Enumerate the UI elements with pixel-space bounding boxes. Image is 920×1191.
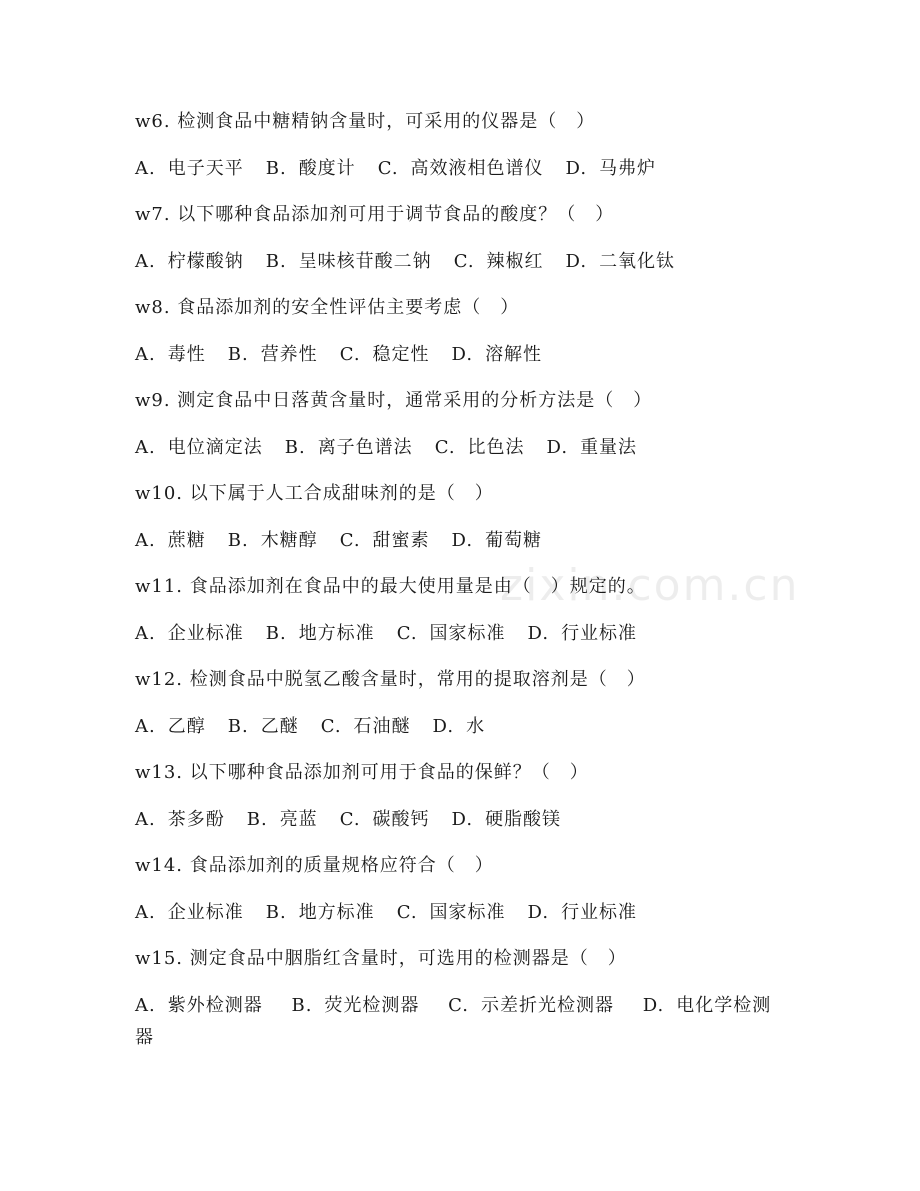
option-a: A. 企业标准 [135,623,244,644]
option-a: A. 企业标准 [135,902,244,923]
option-d: D. 葡萄糖 [451,530,543,551]
option-row [135,153,795,185]
option-c: C. 比色法 [434,437,525,458]
option-b: B. 荧光检测器 [291,995,420,1016]
question-stem: w12. 检测食品中脱氢乙酸含量时，常用的提取溶剂是（ ） [135,669,646,690]
option-a: A. 电位滴定法 [135,437,263,458]
option-c: C. 碳酸钙 [339,809,430,830]
question-stem: w10. 以下属于人工合成甜味剂的是（ ） [135,483,494,504]
option-c: C. 高效液相色谱仪 [377,158,544,179]
option-row [135,339,795,371]
option-row [135,618,795,650]
option-a: A. 蔗糖 [135,530,206,551]
option-a: A. 紫外检测器 [135,995,263,1016]
option-c: C. 国家标准 [396,902,506,923]
option-row [135,246,795,278]
option-d: D. 行业标准 [527,902,638,923]
option-row [135,525,795,557]
question-stem: w11. 食品添加剂在食品中的最大使用量是由（ ）规定的。 [135,576,646,597]
option-a: A. 乙醇 [135,716,206,737]
question-stem: w9. 测定食品中日落黄含量时，通常采用的分析方法是（ ） [135,390,653,411]
option-d: D. 硬脂酸镁 [451,809,562,830]
option-c: C. 辣椒红 [453,251,544,272]
option-d: D. 重量法 [546,437,638,458]
option-row [135,432,795,464]
option-d: D. 水 [432,716,486,737]
option-d: D. 行业标准 [527,623,638,644]
option-a: A. 毒性 [135,344,206,365]
option-b: B. 呈味核苷酸二钠 [265,251,432,272]
option-b: B. 离子色谱法 [284,437,413,458]
option-b: B. 木糖醇 [227,530,318,551]
option-b: B. 酸度计 [265,158,356,179]
option-row [135,897,795,929]
option-b: B. 地方标准 [265,623,375,644]
question-stem: w6. 检测食品中糖精钠含量时，可采用的仪器是（ ） [135,111,596,132]
option-b: B. 营养性 [227,344,318,365]
question-stem: w14. 食品添加剂的质量规格应符合（ ） [135,855,494,876]
watermark: zixin.com.cn [500,560,800,611]
option-d: D. 溶解性 [451,344,543,365]
question-stem: w8. 食品添加剂的安全性评估主要考虑（ ） [135,297,520,318]
option-d: D. 二氧化钛 [565,251,676,272]
option-c: C. 国家标准 [396,623,506,644]
option-row [135,990,775,1054]
option-a: A. 电子天平 [135,158,244,179]
option-c: C. 石油醚 [320,716,411,737]
option-b: B. 亮蓝 [246,809,318,830]
question-stem: w7. 以下哪种食品添加剂可用于调节食品的酸度？（ ） [135,204,615,225]
option-b: B. 地方标准 [265,902,375,923]
option-b: B. 乙醚 [227,716,299,737]
question-stem: w15. 测定食品中胭脂红含量时，可选用的检测器是（ ） [135,948,627,969]
option-row [135,804,795,836]
option-a: A. 柠檬酸钠 [135,251,244,272]
option-a: A. 茶多酚 [135,809,225,830]
option-c: C. 稳定性 [339,344,430,365]
option-c: C. 示差折光检测器 [448,995,615,1016]
option-row [135,711,795,743]
option-c: C. 甜蜜素 [339,530,430,551]
option-d: D. 电化学检测器 [135,995,772,1048]
option-d: D. 马弗炉 [565,158,657,179]
question-stem: w13. 以下哪种食品添加剂可用于食品的保鲜？（ ） [135,762,589,783]
